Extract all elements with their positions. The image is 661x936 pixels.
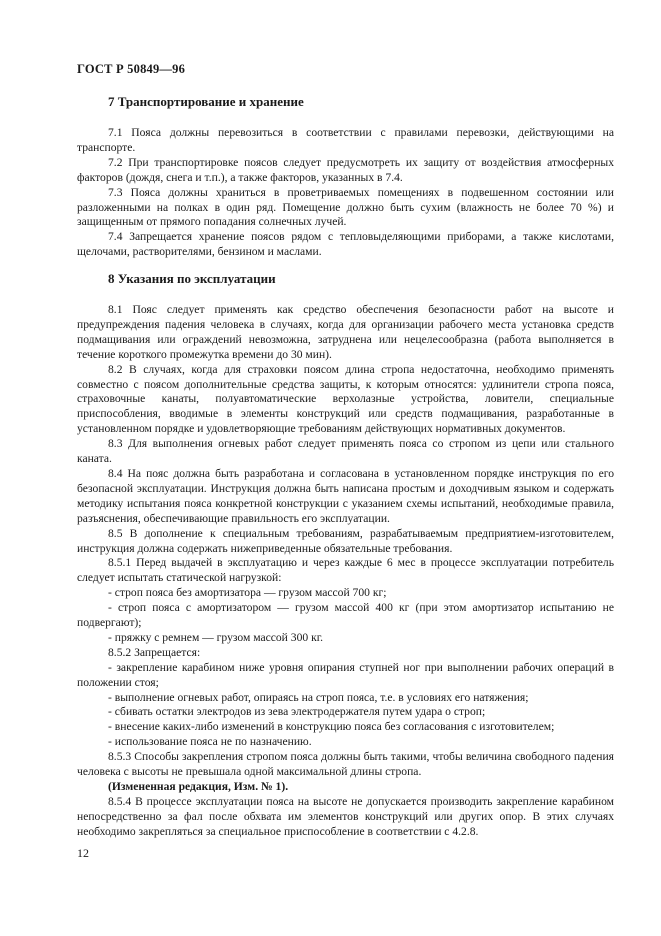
- paragraph-8-5-3: 8.5.3 Способы закрепления стропом пояса должны быть такими, чтобы величина свободного падения человека с высоты не превышала одной максимальной длины стропа.: [77, 750, 614, 779]
- section-8-title: 8 Указания по эксплуатации: [108, 271, 276, 286]
- paragraph-8-5-4: 8.5.4 В процессе эксплуатации пояса на высоте не допускается производить закрепление карабином непосредственно за фал после обхвата им элементов конструкций или других опор. В этих случаях необходимо закрепляться за специальное приспособление в соответствии с 4.2.8.: [77, 794, 614, 838]
- list-item: - внесение каких-либо изменений в конструкцию пояса без согласования с изготовителем;: [108, 720, 555, 734]
- paragraph-8-5-2: 8.5.2 Запрещается:: [108, 645, 201, 659]
- section-7-body: [77, 126, 614, 260]
- list-item: - строп пояса без амортизатора — грузом массой 700 кг;: [108, 586, 387, 600]
- list-item: - использование пояса не по назначению.: [108, 735, 312, 749]
- paragraph-8-3: 8.3 Для выполнения огневых работ следует применять пояса со стропом из цепи или стального каната.: [77, 437, 614, 466]
- paragraph-7-2: 7.2 При транспортировке поясов следует предусмотреть их защиту от воздействия атмосферных факторов (дождя, снега и т.п.), а также факторов, указанных в 7.4.: [77, 155, 614, 184]
- paragraph-7-4: 7.4 Запрещается хранение поясов рядом с тепловыделяющими приборами, а также кислотами, щелочами, растворителями, бензином и маслами.: [77, 230, 614, 259]
- list-item: - выполнение огневых работ, опираясь на строп пояса, т.е. в условиях его натяжения;: [108, 690, 529, 704]
- paragraph-8-4: 8.4 На пояс должна быть разработана и согласована в установленном порядке инструкция по его безопасной эксплуатации. Инструкция должна быть написана простым и доходчивым языком и содержать методику испытания пояса конкретной конструкции с указанием схемы испытаний, необходимые правила, разъяснения, обеспечивающие правильность его эксплуатации.: [77, 466, 614, 525]
- paragraph-8-2: 8.2 В случаях, когда для страховки поясом длина стропа недостаточна, необходимо применять совместно с поясом дополнительные средства защиты, к которым относятся: удлинители стропа пояса, страховочные канаты, полуавтоматические верхолазные устройства, ловители, специальные приспособления, вводимые в элементы конструкций или средств подмащивания, разработанные в установленном порядке и удовлетворяющие требованиям действующих нормативных документов.: [77, 362, 614, 436]
- page-number: 12: [77, 846, 89, 860]
- list-item: - пряжку с ремнем — грузом массой 300 кг.: [108, 630, 324, 644]
- paragraph-8-1: 8.1 Пояс следует применять как средство обеспечения безопасности работ на высоте и предупреждения падения человека в случаях, когда для организации рабочего места установка средств подмащивания или ограждений невозможна, затруднена или нецелесообразна (работа выполняется в течение короткого промежутка времени до 30 мин).: [77, 303, 614, 361]
- list-item: - строп пояса с амортизатором — грузом массой 400 кг (при этом амортизатор испытанию не подвергают);: [77, 601, 614, 630]
- amendment-note: (Измененная редакция, Изм. № 1).: [108, 780, 289, 793]
- list-item: - закрепление карабином ниже уровня опирания ступней ног при выполнении рабочих операций в положении стоя;: [77, 660, 614, 689]
- paragraph-7-3: 7.3 Пояса должны храниться в проветриваемых помещениях в подвешенном состоянии или разложенными на полках в один ряд. Помещение должно быть сухим (влажность не более 70 %) и защищенным от прямого попадания солнечных лучей.: [77, 185, 614, 229]
- list-item: - сбивать остатки электродов из зева электродержателя путем удара о строп;: [108, 705, 486, 719]
- paragraph-8-5: 8.5 В дополнение к специальным требованиям, разрабатываемым предприятием-изготовителем, инструкция должна содержать нижеприведенные обязательные требования.: [77, 526, 614, 555]
- section-8-body: [77, 303, 614, 840]
- paragraph-8-5-1: 8.5.1 Перед выдачей в эксплуатацию и через каждые 6 мес в процессе эксплуатации потребитель следует испытать статической нагрузкой:: [77, 556, 614, 585]
- standard-code-header: ГОСТ Р 50849—96: [77, 62, 186, 76]
- section-7-title: 7 Транспортирование и хранение: [108, 94, 304, 109]
- paragraph-7-1: 7.1 Пояса должны перевозиться в соответствии с правилами перевозки, действующими на транспорте.: [77, 126, 614, 154]
